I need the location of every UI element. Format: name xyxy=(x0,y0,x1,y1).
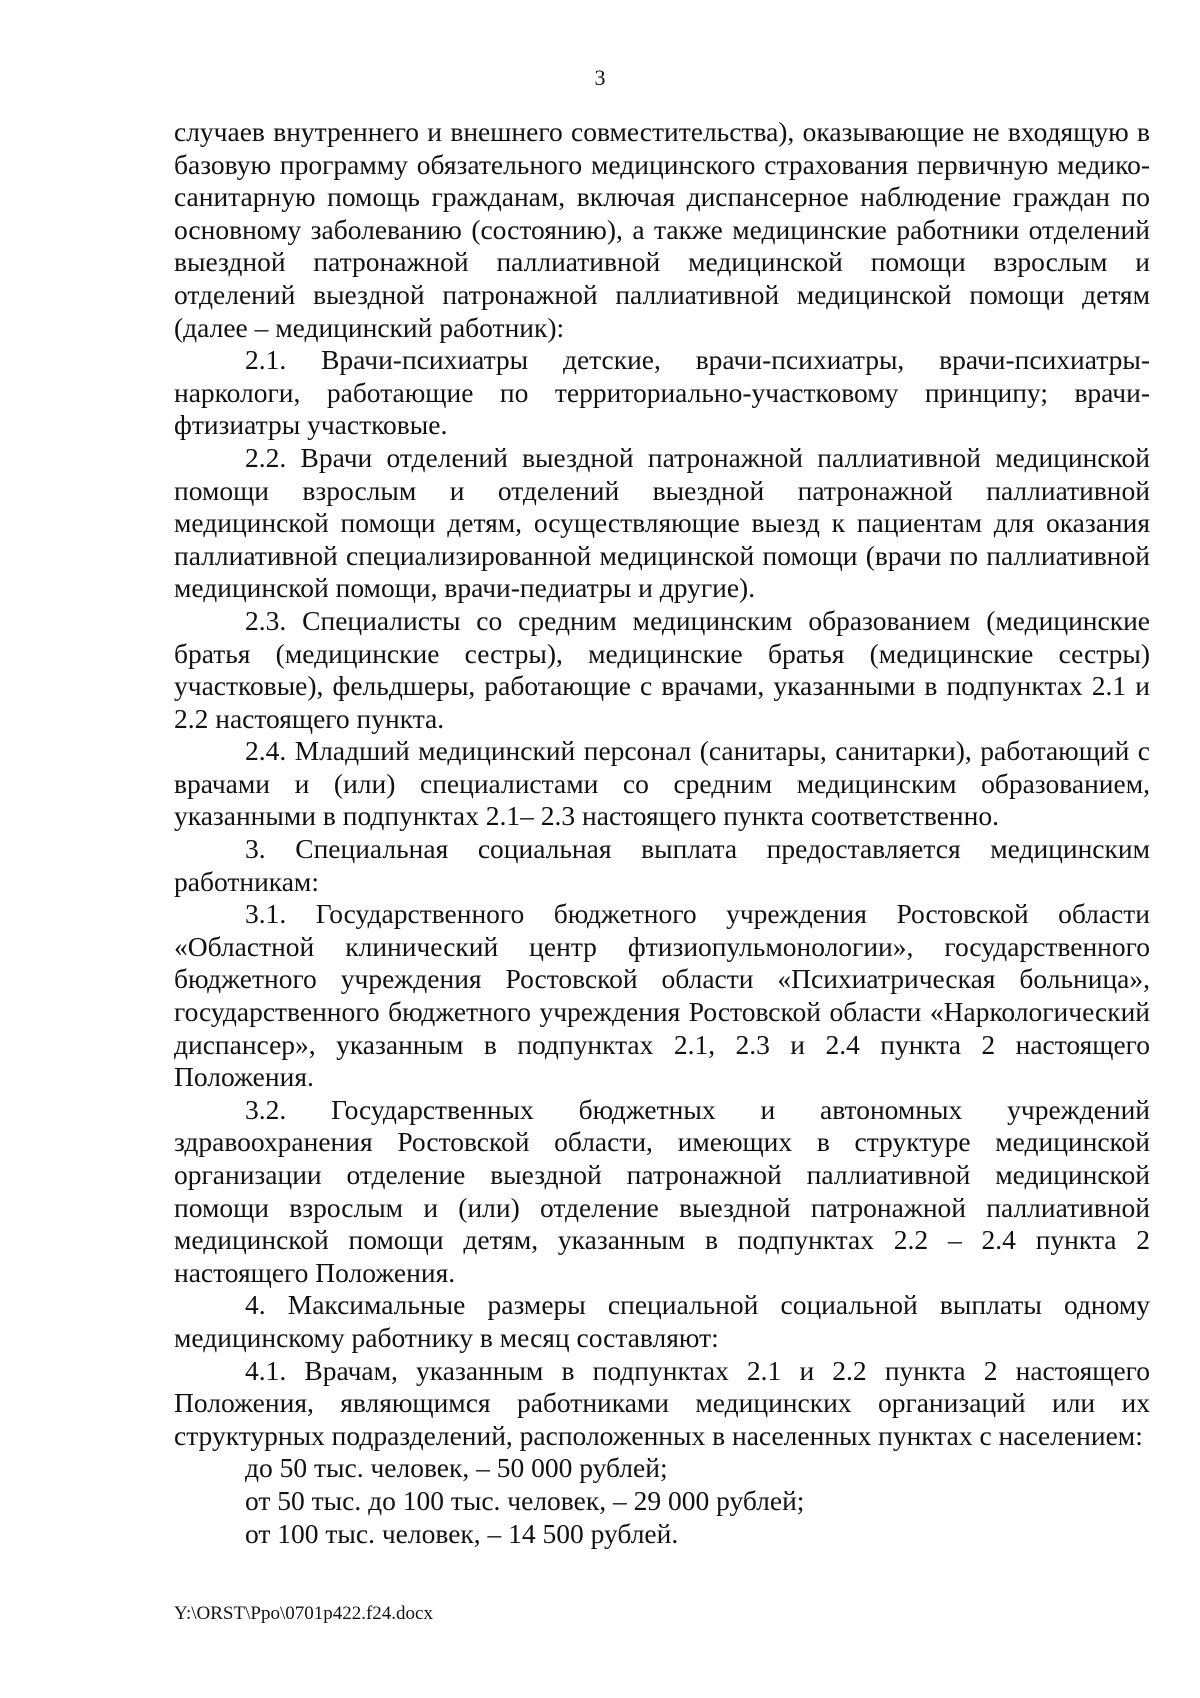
page-number: 3 xyxy=(594,65,606,90)
paragraph-3-1: 3.1. Государственного бюджетного учреждения Ростовской области «Областной клинический центр фтизиопульмонологии», государственного бюджетного учреждения Ростовской области «Психиатрическая больница», государственного бюджетного учреждения Ростовской области «Наркологический диспансер», указанным в подпунктах 2.1, 2.3 и 2.4 пункта 2 настоящего Положения. xyxy=(174,898,1150,1093)
amount-line-50k-100k: от 50 тыс. до 100 тыс. человек, – 29 000 рублей; xyxy=(245,1484,805,1516)
amount-line-under-50k: до 50 тыс. человек, – 50 000 рублей; xyxy=(245,1452,668,1484)
paragraph-4: 4. Максимальные размеры специальной социальной выплаты одному медицинскому работнику в месяц составляют: xyxy=(174,1289,1150,1353)
paragraph-continuation: случаев внутреннего и внешнего совместительства), оказывающие не входящую в базовую программу обязательного медицинского страхования первичную медико-санитарную помощь гражданам, включая диспансерное наблюдение граждан по основному заболеванию (состоянию), а также медицинские работники отделений выездной патронажной паллиативной медицинской помощи взрослым и отделений выездной патронажной паллиативной медицинской помощи детям (далее – медицинский работник): xyxy=(174,116,1150,343)
paragraph-2-1: 2.1. Врачи-психиатры детские, врачи-психиатры, врачи-психиатры-наркологи, работающие по территориально-участковому принципу; врачи-фтизиатры участковые. xyxy=(174,344,1150,441)
paragraph-3: 3. Специальная социальная выплата предоставляется медицинским работникам: xyxy=(174,833,1150,897)
paragraph-3-2: 3.2. Государственных бюджетных и автономных учреждений здравоохранения Ростовской области, имеющих в структуре медицинской организации отделение выездной патронажной паллиативной медицинской помощи взрослым и (или) отделение выездной патронажной паллиативной медицинской помощи детям, указанным в подпунктах 2.2 – 2.4 пункта 2 настоящего Положения. xyxy=(174,1093,1150,1288)
amount-line-over-100k: от 100 тыс. человек, – 14 500 рублей. xyxy=(245,1517,679,1549)
file-path-footer: Y:\ORST\Ppo\0701p422.f24.docx xyxy=(174,1603,433,1624)
paragraph-2-4: 2.4. Младший медицинский персонал (санитары, санитарки), работающий с врачами и (или) специалистами со средним медицинским образованием, указанными в подпунктах 2.1– 2.3 настоящего пункта соответственно. xyxy=(174,735,1150,832)
document-body xyxy=(174,116,1150,1550)
paragraph-2-3: 2.3. Специалисты со средним медицинским образованием (медицинские братья (медицинские сестры), медицинские братья (медицинские сестры) участковые), фельдшеры, работающие с врачами, указанными в подпунктах 2.1 и 2.2 настоящего пункта. xyxy=(174,604,1150,734)
paragraph-4-1: 4.1. Врачам, указанным в подпунктах 2.1 и 2.2 пункта 2 настоящего Положения, являющимся работниками медицинских организаций или их структурных подразделений, расположенных в населенных пунктах с населением: xyxy=(174,1354,1150,1451)
paragraph-2-2: 2.2. Врачи отделений выездной патронажной паллиативной медицинской помощи взрослым и отделений выездной патронажной паллиативной медицинской помощи детям, осуществляющие выезд к пациентам для оказания паллиативной специализированной медицинской помощи (врачи по паллиативной медицинской помощи, врачи-педиатры и другие). xyxy=(174,441,1150,604)
